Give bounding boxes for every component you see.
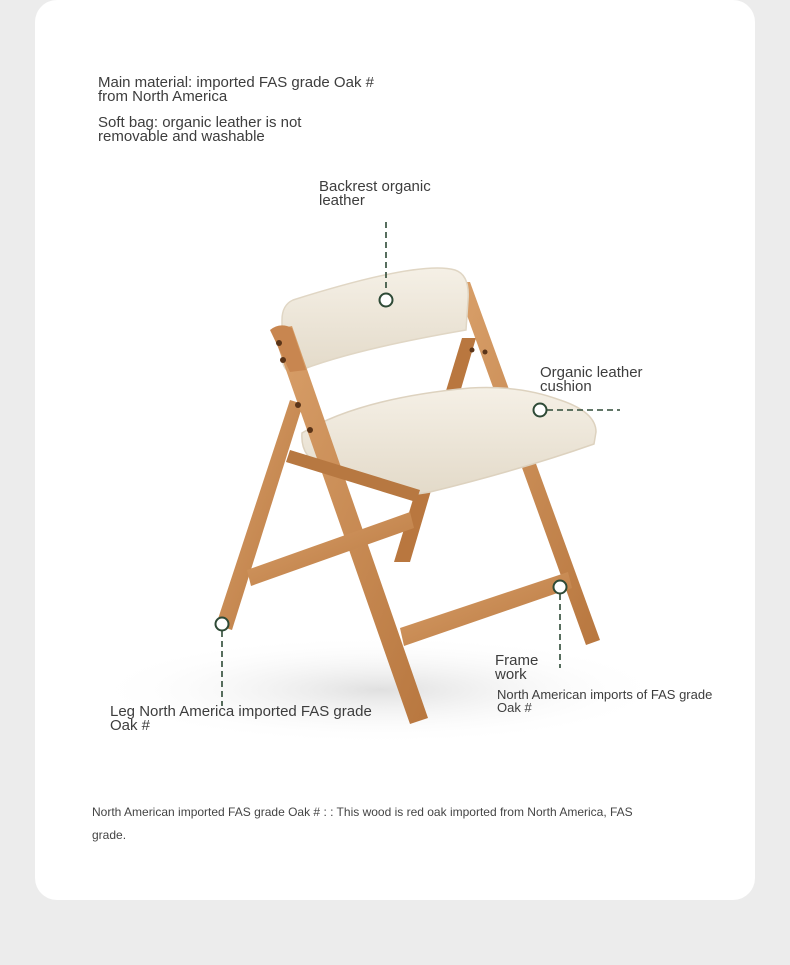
- cushion-callout-label: Organic leather cushion: [540, 364, 643, 395]
- leg-marker: [216, 618, 229, 631]
- frame-callout-description: North American imports of FAS grade Oak #: [497, 687, 713, 715]
- backrest-callout-label: Backrest organic leather: [319, 178, 431, 209]
- frame-marker: [554, 581, 567, 594]
- backrest-marker: [380, 294, 393, 307]
- leg-callout-label: Leg North America imported FAS grade Oak #: [110, 703, 372, 734]
- footnote-line-2: grade.: [92, 828, 127, 842]
- backrest: [282, 268, 468, 372]
- cushion-marker: [534, 404, 547, 417]
- footnote-line-1: North American imported FAS grade Oak # : : This wood is red oak imported from North America, FAS: [92, 805, 633, 819]
- main-material-note: Main material: imported FAS grade Oak # from North America: [98, 74, 374, 105]
- soft-bag-note: Soft bag: organic leather is not removable and washable: [98, 114, 302, 145]
- frame-callout-title: Frame work: [495, 652, 539, 683]
